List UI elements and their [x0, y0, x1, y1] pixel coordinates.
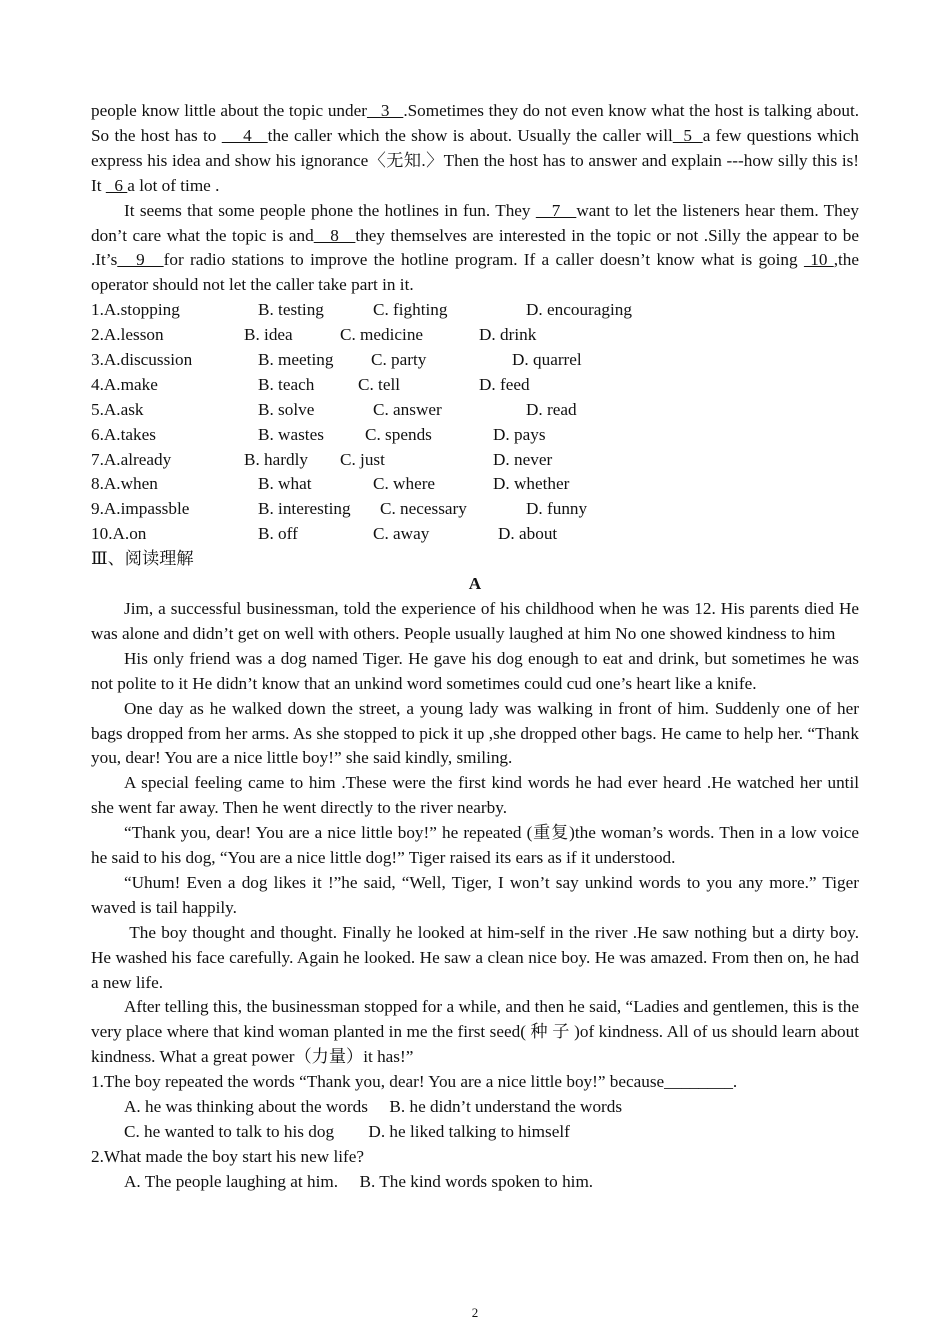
option-d: D. funny — [526, 499, 588, 519]
answer-choices: C. he wanted to talk to his dog D. he liked talking to himself — [124, 1122, 570, 1141]
option-d: D. never — [493, 449, 553, 469]
option-c: C. party — [371, 350, 427, 370]
passage-paragraph: The boy thought and thought. Finally he looked at him-self in the river .He saw nothing but a dirty boy. He washed his face carefully. Again he looked. He saw a clean nice boy. He was amazed. From then on, he had a new life. — [91, 922, 859, 992]
page-number: 2 — [471, 1305, 479, 1320]
option-c: C. necessary — [380, 499, 467, 519]
text-run: want to let the listeners hear them. They don’t care what the topic is and — [91, 200, 859, 245]
option-c: C. answer — [373, 399, 442, 419]
text-run: .Sometimes they do not even know what the host is — [403, 101, 760, 120]
text-run: It seems that some people phone the hotlines in fun. They — [124, 200, 536, 220]
option-c: C. spends — [365, 424, 432, 444]
option-row-5 — [91, 398, 859, 423]
option-d: D. about — [498, 524, 558, 544]
passage-title: A — [468, 574, 482, 594]
option-a: 5.A.ask — [91, 399, 144, 419]
option-row-10 — [91, 522, 859, 547]
passage-paragraph: “Uhum! Even a dog likes it !”he said, “Well, Tiger, I won’t say unkind words to you any more.” Tiger waved is tail happily. — [91, 872, 859, 917]
text-run: ,the operator should not let the caller take part in it. — [91, 250, 859, 295]
option-b: B. testing — [258, 300, 324, 320]
text-run: for radio stations to improve the hotline program. If a caller doesn’t know what is going — [163, 250, 804, 270]
option-a: 7.A.already — [91, 449, 172, 469]
option-row-6 — [91, 423, 859, 448]
option-a: 2.A.lesson — [91, 325, 164, 345]
passage-paragraph: “Thank you, dear! You are a nice little boy!” he repeated (重复)the woman’s words. Then in a low voice he said to his dog, “You are a nice little dog!” Tiger raised its ears as if it understood. — [91, 823, 859, 868]
question-1 — [91, 1070, 859, 1145]
blank-10: 10 — [803, 250, 834, 270]
blank-9: 9 — [117, 250, 164, 270]
option-a: 4.A.make — [91, 374, 158, 394]
option-b: B. solve — [258, 399, 315, 419]
option-c: C. where — [373, 474, 436, 494]
option-a: 3.A.discussion — [91, 350, 193, 370]
text-run: they themselves are interested in the topic or not .Silly the appear to be .It’s — [91, 225, 860, 270]
answer-choices: A. he was thinking about the words B. he didn’t understand the words — [124, 1097, 623, 1117]
option-d: D. whether — [493, 474, 570, 494]
option-d: D. encouraging — [526, 300, 632, 320]
blank-5: 5 — [672, 125, 703, 145]
option-row-8 — [91, 472, 859, 497]
blank-4: 4 — [221, 125, 268, 145]
passage-paragraph: His only friend was a dog named Tiger. He gave his dog enough to eat and drink, but sometimes he was not polite to it He didn’t know that an unkind word sometimes could cud one’s heart like a knife. — [91, 648, 859, 693]
option-a: 1.A.stopping — [91, 300, 180, 320]
text-run: the caller which the show is about. Usually the caller — [267, 125, 641, 145]
blank-6: 6 — [105, 175, 128, 195]
text-run: to answer and explain ---how silly this is! It — [91, 150, 860, 195]
blank-3: 3 — [366, 101, 404, 120]
option-d: D. read — [526, 399, 577, 419]
option-a: 6.A.takes — [91, 424, 156, 444]
blank-8: 8 — [313, 225, 356, 245]
text-run: talking about. So the host has to — [91, 101, 860, 145]
question-2 — [91, 1145, 859, 1195]
passage-paragraph: A special feeling came to him .These were the first kind words he had ever heard .He watched her until she went far away. Then he went directly to the river nearby. — [91, 773, 859, 818]
option-b: B. off — [258, 524, 298, 544]
reading-passage — [91, 597, 859, 1070]
cloze-options — [91, 298, 859, 547]
option-row-1 — [91, 298, 859, 323]
text-run: people know little about the topic under — [91, 101, 367, 120]
section-heading: Ⅲ、阅读理解 — [91, 549, 194, 569]
option-c: C. tell — [358, 374, 401, 394]
option-b: B. what — [258, 474, 312, 494]
answer-choices: A. The people laughing at him. B. The kind words spoken to him. — [124, 1171, 594, 1191]
option-row-3 — [91, 348, 859, 373]
blank-7: 7 — [535, 200, 577, 220]
option-d: D. quarrel — [512, 350, 582, 370]
option-d: D. drink — [479, 325, 537, 345]
option-b: B. teach — [258, 374, 315, 394]
option-d: D. pays — [493, 424, 546, 444]
option-b: B. meeting — [258, 350, 334, 370]
option-a: 9.A.impassble — [91, 499, 190, 519]
option-a: 8.A.when — [91, 474, 158, 494]
cloze-paragraph-1 — [91, 99, 859, 199]
question-stem: 2.What made the boy start his new life? — [91, 1146, 365, 1166]
text-run: will — [646, 125, 673, 145]
option-b: B. wastes — [258, 424, 324, 444]
question-stem: 1.The boy repeated the words “Thank you, dear! You are a nice little boy!” because________. — [91, 1072, 738, 1092]
text-run: a few questions which express his idea and show his ignorance〈无知.〉Then the host has — [91, 125, 860, 170]
option-row-9 — [91, 497, 859, 522]
passage-paragraph: Jim, a successful businessman, told the experience of his childhood when he was 12. His parents died He was alone and didn’t get on well with others. People usually laughed at him No one showed kindness to him — [91, 598, 859, 643]
option-c: C. medicine — [340, 325, 424, 345]
option-d: D. feed — [479, 374, 530, 394]
option-c: C. just — [340, 449, 385, 469]
document-page — [91, 99, 859, 1195]
text-run: a lot of time . — [127, 175, 220, 195]
option-row-4 — [91, 373, 859, 398]
cloze-paragraph-2 — [91, 199, 859, 299]
option-b: B. interesting — [258, 499, 351, 519]
option-row-7 — [91, 448, 859, 473]
option-c: C. fighting — [373, 300, 448, 320]
passage-paragraph: One day as he walked down the street, a young lady was walking in front of him. Suddenly one of her bags dropped from her arms. As she stopped to pick it up ,she dropped other bags. He came to help her. “Thank you, dear! You are a nice little boy!” she said kindly, smiling. — [91, 698, 859, 768]
option-b: B. idea — [244, 325, 293, 345]
passage-paragraph: After telling this, the businessman stopped for a while, and then he said, “Ladies and gentlemen, this is the very place where that kind woman planted in me the first seed( 种 子 )of kindness. All of us should learn about kindness. What a great power（力量）it has!” — [91, 997, 859, 1067]
option-c: C. away — [373, 524, 430, 544]
option-row-2 — [91, 323, 859, 348]
option-b: B. hardly — [244, 449, 308, 469]
option-a: 10.A.on — [91, 524, 147, 544]
